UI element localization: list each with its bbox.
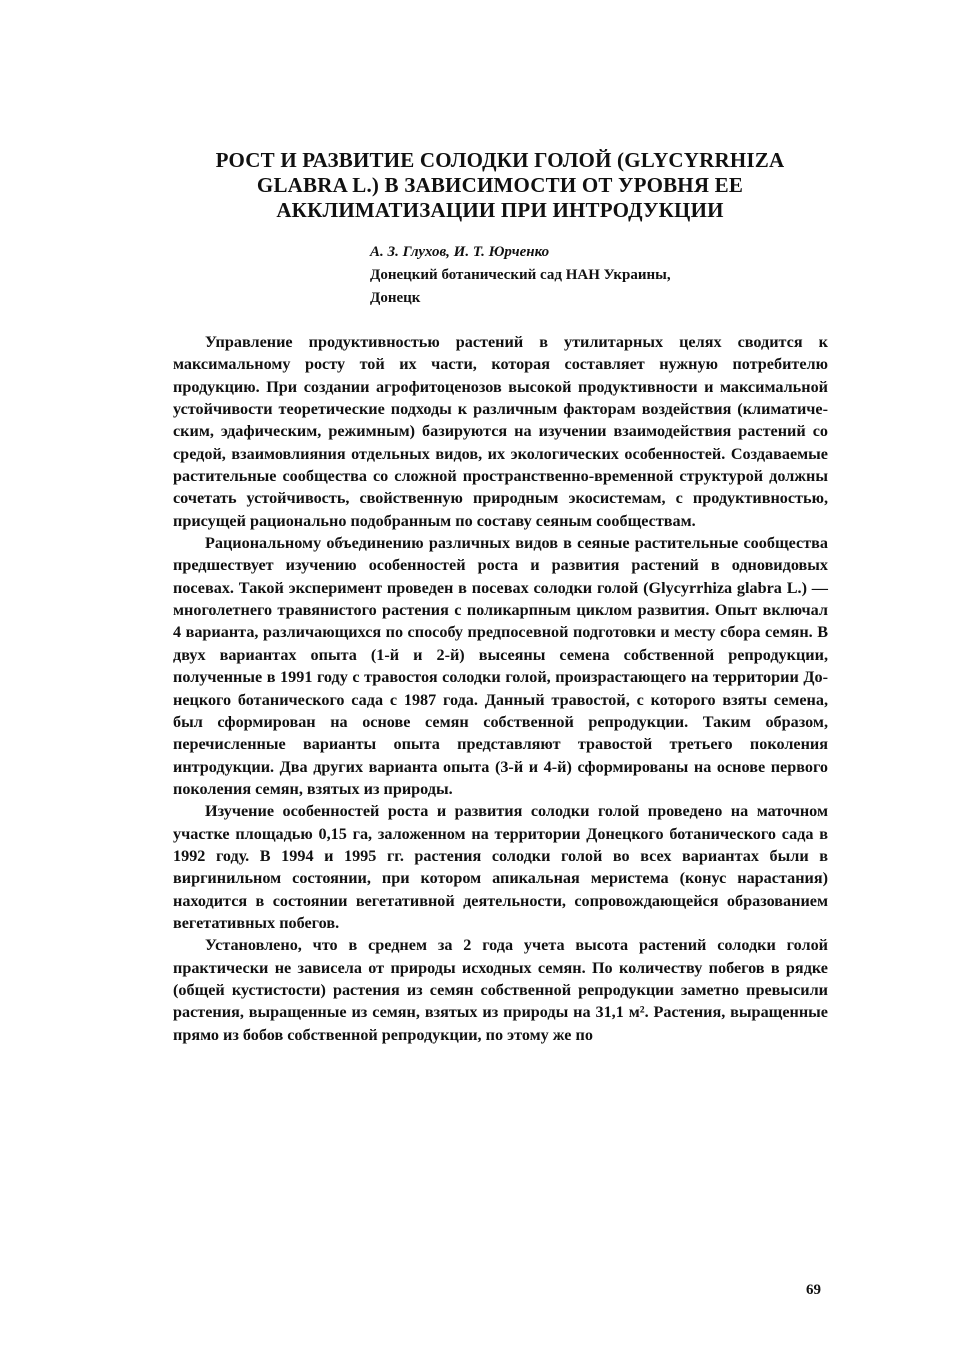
affiliation-city: Донецк: [370, 290, 421, 306]
author-block: [370, 241, 840, 310]
title-line: GLABRA L.) В ЗАВИСИМОСТИ ОТ УРОВНЯ ЕЕ: [256, 173, 744, 197]
article-body: [173, 331, 828, 1046]
title-line: АККЛИМАТИЗАЦИИ ПРИ ИНТРОДУКЦИИ: [276, 198, 724, 222]
article-title: [150, 148, 850, 223]
paragraph: Рациональному объединению различных видов в сеяные растительные сообщества предшествует изучению особенностей роста и развития растений в одновидовых посевах. Такой эксперимент проведен в посевах солодки голой (Glycyrrhiza glabra L.) — многолетнего травянистого растения с поликарпным циклом развития. Опыт включал 4 варианта, различающихся по способу предпосевной подготовки и месту сбора семян. В двух вариантах опыта (1-й и 2-й) высеяны семена собственной репродукции, полученные в 1991 году с травостоя солодки голой, произрастающего на территории Донецкого ботанического сада с 1987 года. Данный травостой, с которого взяты семена, был сформирован на основе семян собственной репродукции. Таким образом, перечисленные варианты опыта представляют травостой третьего поколения интродукции. Два других варианта опыта (3-й и 4-й) сформированы на основе первого поколения семян, взятых из природы.: [173, 534, 828, 798]
paragraph: Управление продуктивностью растений в утилитарных целях сводится к максимальному росту той их части, которая составляет нужную потребителю продукцию. При создании агрофитоценозов высокой продуктивности и максимальной устойчивости теоретические подходы к различным факторам воздействия (климатическим, эдафическим, режимным) базируются на изучении взаимодействия растений со средой, взаимовлияния отдельных видов, их экологических особенностей. Создаваемые растительные сообщества со сложной пространственно-временной структурой должны сочетать устойчивость, свойственную природным экосистемам, с продуктивностью, присущей рационально подобранным по составу сеяным сообществам.: [173, 333, 828, 530]
title-line: РОСТ И РАЗВИТИЕ СОЛОДКИ ГОЛОЙ (GLYCYRRHIZA: [215, 148, 785, 172]
author-names: А. З. Глухов, И. Т. Юрченко: [370, 244, 550, 260]
affiliation: Донецкий ботанический сад НАН Украины,: [370, 267, 671, 283]
paragraph: Изучение особенностей роста и развития солодки голой проведено на маточном участке площадью 0,15 га, заложенном на территории Донецкого ботанического сада в 1992 году. В 1994 и 1995 гг. растения солодки голой во всех вариантах были в виргинильном состоянии, при котором апикальная меристема (конус нарастания) находится в состоянии вегетативной деятельности, сопровождающейся образованием вегетативных побегов.: [173, 802, 828, 932]
paragraph: Установлено, что в среднем за 2 года учета высота растений солодки голой практически не зависела от природы исходных семян. По количеству побегов в рядке (общей кустистости) растения из семян собственной репродукции заметно превысили растения, выращенные из семян, взятых из природы на 31,1 м². Растения, выращенные прямо из бобов собственной репродукции, по этому же по: [173, 936, 828, 1044]
page-number: 69: [806, 1282, 821, 1298]
